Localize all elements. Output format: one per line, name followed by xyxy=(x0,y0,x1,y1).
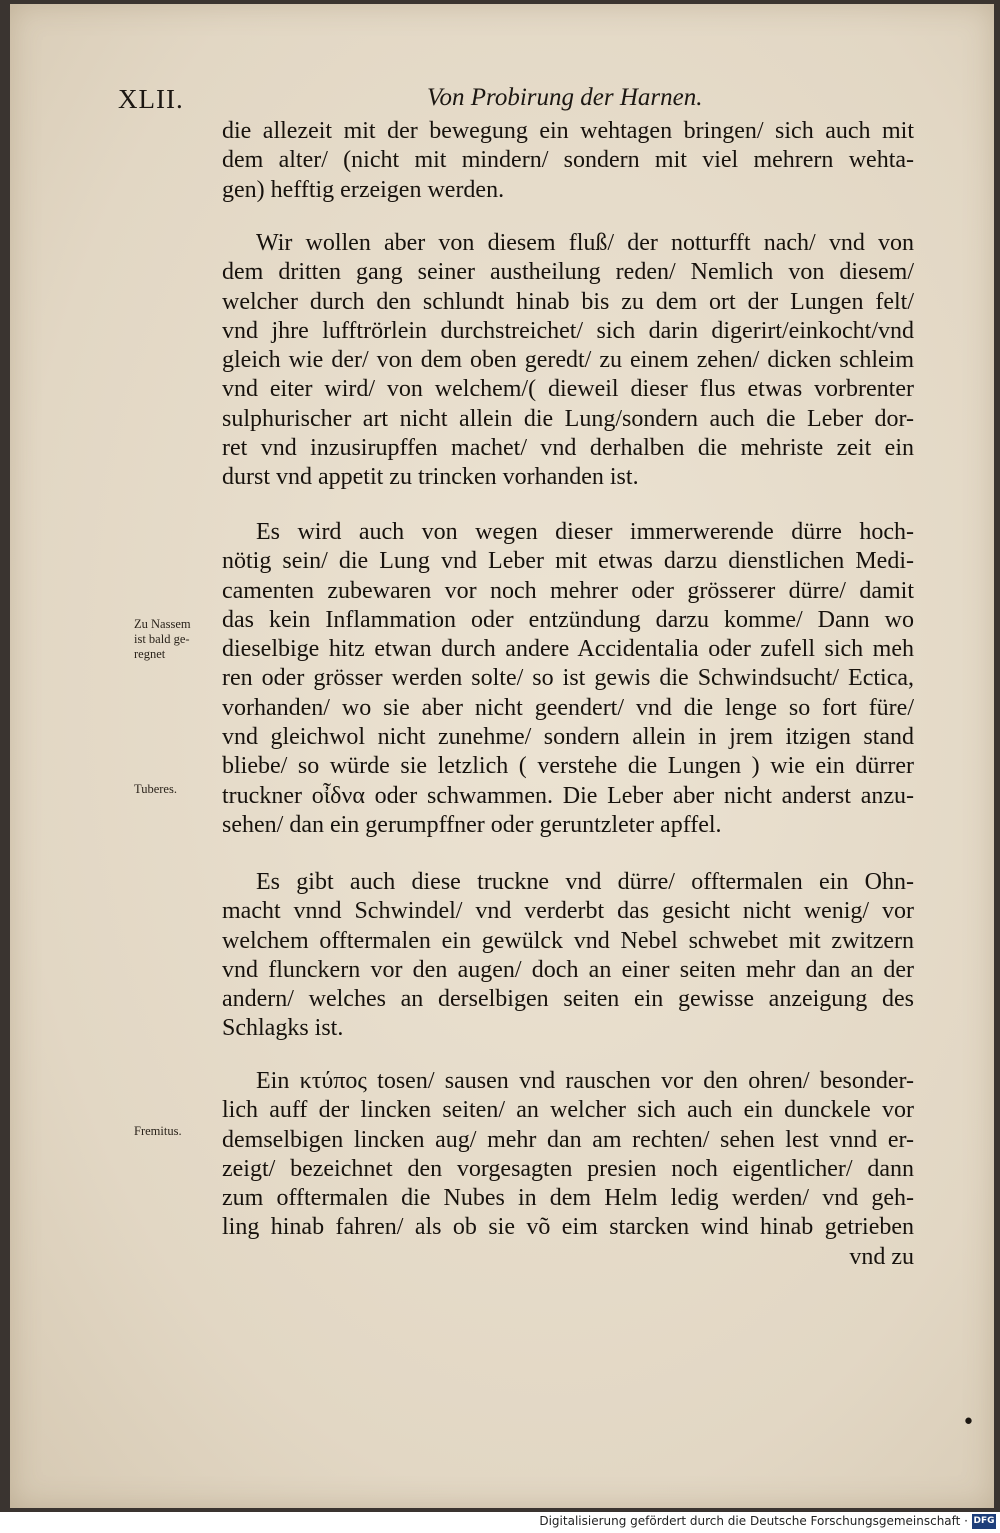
text-line: vnd eiter wird/ von welchem/( dieweil dieser flus etwas vorbrenter xyxy=(222,376,914,403)
paragraph-4 xyxy=(222,868,914,1044)
margin-note xyxy=(134,617,224,662)
text-line: Schlagks ist. xyxy=(222,1015,344,1042)
margin-note-line: Fremitus. xyxy=(134,1124,182,1138)
funding-credit: Digitalisierung gefördert durch die Deutsche Forschungsgemeinschaft · xyxy=(539,1514,968,1528)
text-line: ling hinab fahren/ als ob sie võ eim starcken wind hinab getrieben xyxy=(222,1214,914,1241)
text-line: nötig sein/ die Lung vnd Leber mit etwas darzu dienstlichen Medi- xyxy=(222,548,914,575)
margin-note xyxy=(134,1124,224,1139)
margin-note-line: Tuberes. xyxy=(134,782,177,796)
text-line: ren oder grösser werden solte/ so ist gewis die Schwindsucht/ Ectica, xyxy=(222,665,914,692)
text-line: gleich wie der/ von dem oben geredt/ zu einem zehen/ dicken schleim xyxy=(222,347,914,374)
paragraph-2 xyxy=(222,229,914,493)
text-line: lich auff der lincken seiten/ an welcher sich auch ein dunckele vor xyxy=(222,1097,914,1124)
catchword: vnd zu xyxy=(849,1243,914,1270)
margin-note-line: Zu Nassem xyxy=(134,617,191,631)
text-line: camenten zubewaren vor noch mehrer oder grösserer dürre/ damit xyxy=(222,577,914,604)
text-line: durst vnd appetit zu trincken vorhanden ist. xyxy=(222,464,639,491)
text-line: ret vnd inzusirupffen machet/ vnd derhalben die mehriste zeit ein xyxy=(222,435,914,462)
margin-note-line: regnet xyxy=(134,647,166,661)
folio-number: XLII. xyxy=(118,84,184,114)
text-line: sehen/ dan ein gerumpffner oder geruntzleter apffel. xyxy=(222,811,722,838)
text-line: bliebe/ so würde sie letzlich ( verstehe die Lungen ) wie ein dürrer xyxy=(222,753,914,780)
text-line: das kein Inflammation oder entzündung darzu komme/ Dann wo xyxy=(222,606,914,633)
text-line: demselbigen lincken aug/ mehr dan am rechten/ sehen lest vnnd er- xyxy=(222,1126,914,1153)
margin-note-line: ist bald ge- xyxy=(134,632,190,646)
paragraph-1 xyxy=(222,117,914,205)
text-line: vnd gleichwol nicht zunehme/ sondern allein in jrem itzigen stand xyxy=(222,724,914,751)
text-line: vnd flunckern vor den augen/ doch an einer seiten mehr dan an der xyxy=(222,956,914,983)
text-line: macht vnnd Schwindel/ vnd verderbt das gesicht nicht wenig/ vor xyxy=(222,898,914,925)
paragraph-3 xyxy=(222,518,914,840)
text-line: gen) hefftig erzeigen werden. xyxy=(222,176,505,203)
dfg-logo: DFG xyxy=(972,1514,996,1529)
text-line: vorhanden/ wo sie aber nicht geendert/ vnd die lenge so fort füre/ xyxy=(222,694,914,721)
text-line: zum offtermalen die Nubes in dem Helm ledig werden/ vnd geh- xyxy=(222,1185,914,1212)
text-line: die allezeit mit der bewegung ein wehtagen bringen/ sich auch mit xyxy=(222,118,914,144)
footer-bar xyxy=(0,1512,1000,1533)
text-line: welcher durch den schlundt hinab bis zu dem ort der Lungen felt/ xyxy=(222,288,914,315)
text-line: dem alter/ (nicht mit mindern/ sondern mit viel mehrern wehta- xyxy=(222,147,914,174)
text-line: vnd jhre lufftrörlein durchstreichet/ sich darin digerirt/einkocht/vnd xyxy=(222,317,914,344)
paragraph-5 xyxy=(222,1067,914,1272)
text-line: sulphurischer art nicht allein die Lung/sondern auch die Leber dor- xyxy=(222,405,914,432)
ink-mark-icon: • xyxy=(962,1410,975,1435)
text-line: Wir wollen aber von diesem fluß/ der notturfft nach/ vnd von xyxy=(256,230,914,256)
text-line: truckner οἶδνα oder schwammen. Die Leber aber nicht anderst anzu- xyxy=(222,782,914,809)
text-line: Ein κτύπος tosen/ sausen vnd rauschen vor den ohren/ besonder- xyxy=(256,1068,914,1094)
text-line: welchem offtermalen ein gewülck vnd Nebel schwebet mit zwitzern xyxy=(222,927,914,954)
text-line: Es gibt auch diese truckne vnd dürre/ offtermalen ein Ohn- xyxy=(256,869,914,895)
margin-note xyxy=(134,782,224,797)
text-line: dieselbige hitz etwan durch andere Accidentalia oder zufell sich meh xyxy=(222,636,914,663)
text-line: dem dritten gang seiner austheilung reden/ Nemlich von diesem/ xyxy=(222,259,914,286)
text-line: zeigt/ bezeichnet den vorgesagten presien noch eigentlicher/ dann xyxy=(222,1155,914,1182)
running-title: Von Probirung der Harnen. xyxy=(427,84,703,111)
text-line: andern/ welches an derselbigen seiten ein gewisse anzeigung des xyxy=(222,986,914,1013)
text-line: Es wird auch von wegen dieser immerwerende dürre hoch- xyxy=(256,519,914,545)
